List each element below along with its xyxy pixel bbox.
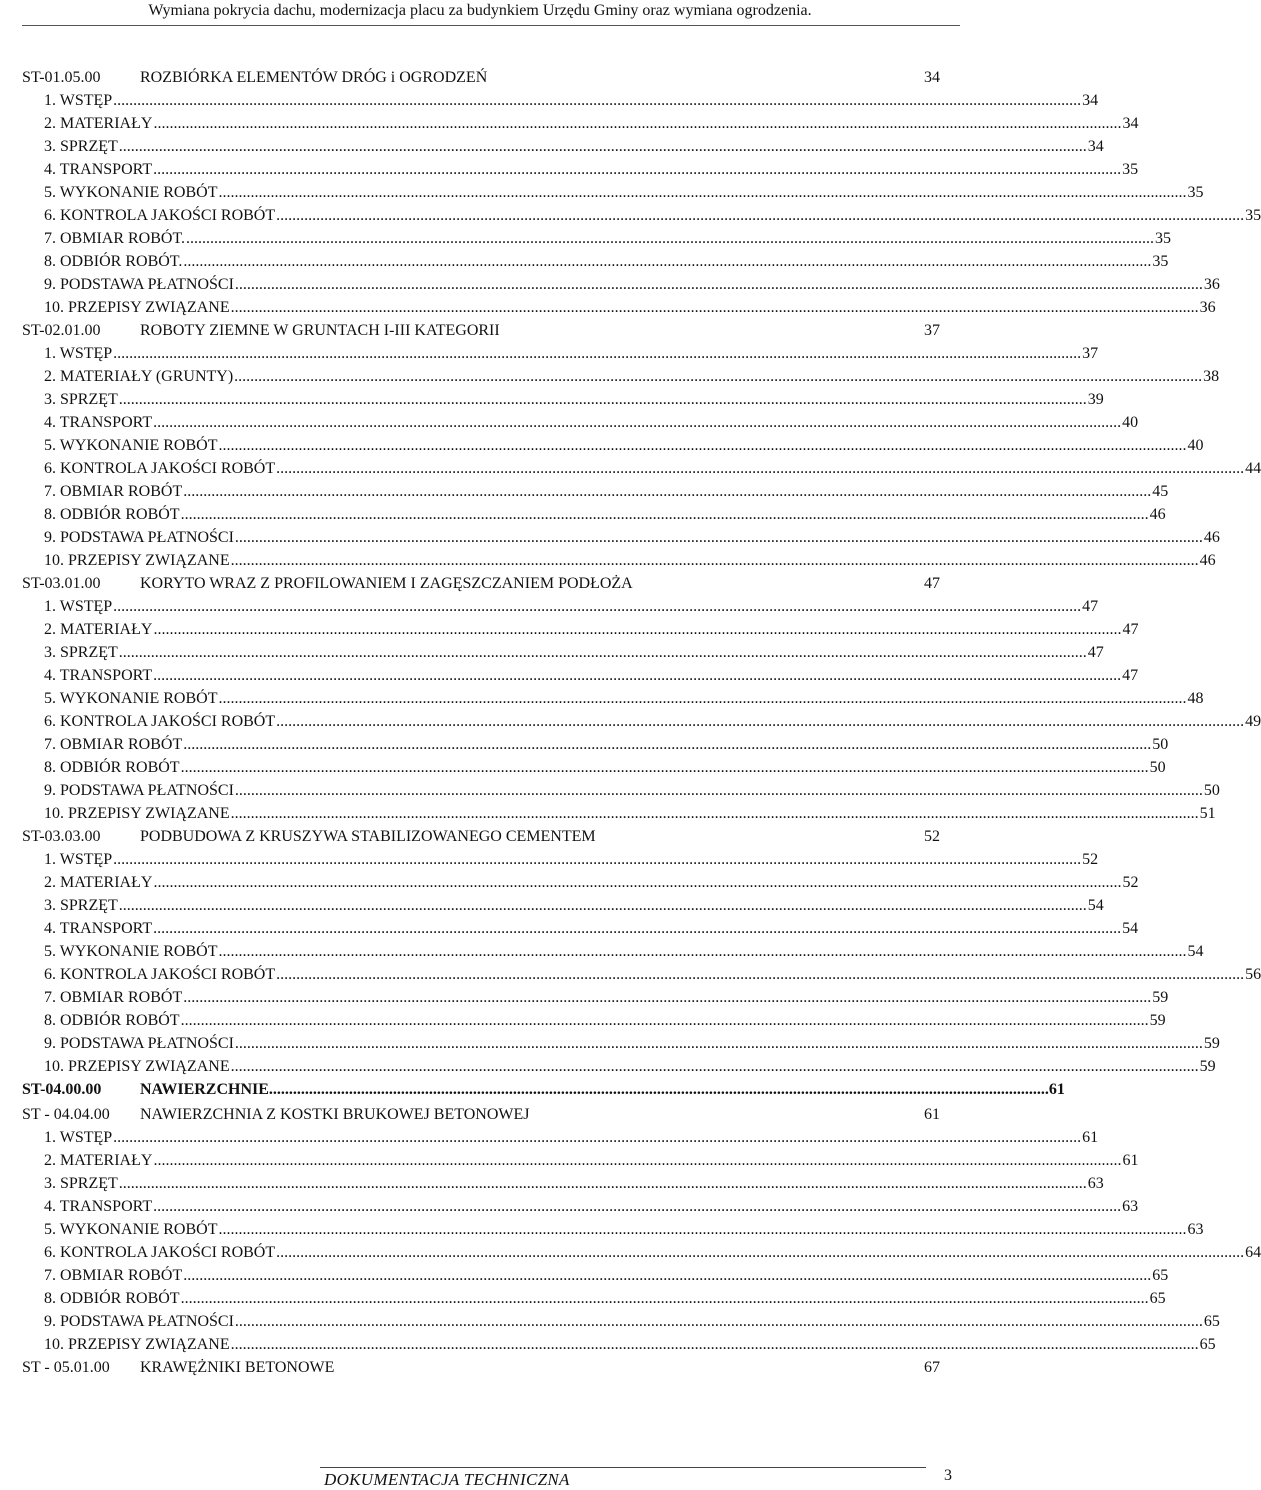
dot-leader bbox=[218, 434, 1186, 457]
toc-item-page-number: 63 bbox=[1187, 1221, 1204, 1238]
dot-leader bbox=[113, 848, 1081, 871]
document-title: Wymiana pokrycia dachu, modernizacja placu za budynkiem Urzędu Gminy oraz wymiana ogrodzenia. bbox=[148, 2, 812, 19]
dot-leader bbox=[113, 342, 1081, 365]
toc-item-label: 6. KONTROLA JAKOŚCI ROBÓT bbox=[44, 1244, 276, 1261]
section-page-number: 37 bbox=[924, 322, 940, 339]
toc-item-label: 7. OBMIAR ROBÓT. bbox=[44, 230, 186, 247]
toc-item bbox=[22, 181, 1204, 204]
toc-item-label: 3. SPRZĘT bbox=[44, 391, 118, 408]
toc-item-label: 7. OBMIAR ROBÓT bbox=[44, 989, 183, 1006]
toc-item bbox=[22, 963, 1261, 986]
section-title: NAWIERZCHNIA Z KOSTKI BRUKOWEJ BETONOWEJ bbox=[140, 1106, 530, 1123]
toc-item-page-number: 45 bbox=[1152, 483, 1169, 500]
section-title: PODBUDOWA Z KRUSZYWA STABILIZOWANEGO CEMENTEM bbox=[140, 828, 596, 845]
toc-item-label: 9. PODSTAWA PŁATNOŚCI bbox=[44, 529, 234, 546]
dot-leader bbox=[276, 710, 1244, 733]
toc-item-label: 2. MATERIAŁY (GRUNTY) bbox=[44, 368, 234, 385]
toc-item-page-number: 47 bbox=[1082, 598, 1099, 615]
dot-leader bbox=[235, 526, 1203, 549]
toc-item-label: 4. TRANSPORT bbox=[44, 1198, 153, 1215]
toc-item-page-number: 65 bbox=[1152, 1267, 1169, 1284]
toc-item bbox=[22, 480, 1169, 503]
toc-item bbox=[22, 1241, 1261, 1264]
toc-item-page-number: 35 bbox=[1152, 253, 1169, 270]
toc-item-page-number: 46 bbox=[1149, 506, 1166, 523]
dot-leader bbox=[183, 733, 1151, 756]
table-of-contents bbox=[22, 66, 1261, 1379]
toc-section-heading bbox=[22, 1103, 956, 1126]
dot-leader bbox=[181, 756, 1149, 779]
toc-item-label: 8. ODBIÓR ROBÓT bbox=[44, 1012, 180, 1029]
toc-item-label: 2. MATERIAŁY bbox=[44, 621, 153, 638]
toc-item bbox=[22, 802, 1216, 825]
page-header bbox=[0, 0, 960, 24]
dot-leader bbox=[119, 135, 1087, 158]
toc-item bbox=[22, 1126, 1099, 1149]
toc-item-label: 4. TRANSPORT bbox=[44, 667, 153, 684]
toc-item-page-number: 59 bbox=[1199, 1058, 1216, 1075]
toc-item bbox=[22, 641, 1104, 664]
dot-leader bbox=[153, 871, 1121, 894]
toc-item bbox=[22, 1009, 1166, 1032]
toc-item-page-number: 54 bbox=[1187, 943, 1204, 960]
dot-leader bbox=[231, 802, 1199, 825]
toc-item-label: 3. SPRZĘT bbox=[44, 1175, 118, 1192]
dot-leader bbox=[153, 158, 1121, 181]
toc-item-label: 6. KONTROLA JAKOŚCI ROBÓT bbox=[44, 966, 276, 983]
dot-leader bbox=[119, 894, 1087, 917]
toc-item bbox=[22, 618, 1139, 641]
dot-leader bbox=[235, 779, 1203, 802]
toc-item-label: 9. PODSTAWA PŁATNOŚCI bbox=[44, 782, 234, 799]
footer-label: DOKUMENTACJA TECHNICZNA bbox=[324, 1470, 570, 1489]
toc-item-page-number: 63 bbox=[1087, 1175, 1104, 1192]
section-code: ST - 05.01.00 bbox=[22, 1359, 110, 1376]
toc-item bbox=[22, 687, 1204, 710]
dot-leader bbox=[218, 1218, 1186, 1241]
toc-item bbox=[22, 526, 1220, 549]
toc-item-page-number: 35 bbox=[1155, 230, 1172, 247]
dot-leader bbox=[276, 457, 1244, 480]
toc-item-page-number: 35 bbox=[1245, 207, 1261, 224]
toc-item-page-number: 50 bbox=[1152, 736, 1169, 753]
dot-leader: ................................................................................................................................................................................................... bbox=[268, 1081, 1049, 1098]
toc-section-heading bbox=[22, 1356, 956, 1379]
toc-item bbox=[22, 733, 1169, 756]
dot-leader bbox=[119, 641, 1087, 664]
toc-item bbox=[22, 595, 1099, 618]
toc-item-page-number: 35 bbox=[1122, 161, 1139, 178]
dot-leader bbox=[218, 181, 1186, 204]
toc-item bbox=[22, 549, 1216, 572]
toc-item-page-number: 47 bbox=[1122, 621, 1139, 638]
dot-leader bbox=[153, 1149, 1121, 1172]
section-code: ST-03.03.00 bbox=[22, 828, 101, 845]
toc-item bbox=[22, 917, 1139, 940]
dot-leader bbox=[231, 1333, 1199, 1356]
toc-item-page-number: 46 bbox=[1199, 552, 1216, 569]
toc-item bbox=[22, 940, 1204, 963]
toc-item-page-number: 34 bbox=[1087, 138, 1104, 155]
dot-leader bbox=[183, 480, 1151, 503]
toc-item bbox=[22, 1264, 1169, 1287]
toc-group-heading bbox=[22, 1078, 1065, 1101]
toc-item-label: 9. PODSTAWA PŁATNOŚCI bbox=[44, 1313, 234, 1330]
toc-item-label: 1. WSTĘP bbox=[44, 598, 113, 615]
toc-item-label: 5. WYKONANIE ROBÓT bbox=[44, 184, 218, 201]
toc-item-label: 6. KONTROLA JAKOŚCI ROBÓT bbox=[44, 460, 276, 477]
toc-item-page-number: 50 bbox=[1203, 782, 1220, 799]
toc-item-label: 4. TRANSPORT bbox=[44, 920, 153, 937]
toc-item-label: 7. OBMIAR ROBÓT bbox=[44, 1267, 183, 1284]
toc-item-label: 2. MATERIAŁY bbox=[44, 1152, 153, 1169]
section-page-number: 67 bbox=[924, 1359, 940, 1376]
toc-section-heading bbox=[22, 66, 956, 89]
section-code: ST-01.05.00 bbox=[22, 69, 101, 86]
toc-item-page-number: 59 bbox=[1149, 1012, 1166, 1029]
dot-leader bbox=[218, 687, 1186, 710]
toc-item bbox=[22, 342, 1099, 365]
dot-leader bbox=[235, 273, 1203, 296]
toc-item-label: 1. WSTĘP bbox=[44, 345, 113, 362]
toc-item-page-number: 35 bbox=[1187, 184, 1204, 201]
toc-item-label: 10. PRZEPISY ZWIĄZANE bbox=[44, 805, 230, 822]
toc-item-label: 5. WYKONANIE ROBÓT bbox=[44, 1221, 218, 1238]
dot-leader bbox=[234, 365, 1202, 388]
toc-item-page-number: 40 bbox=[1187, 437, 1204, 454]
dot-leader bbox=[113, 595, 1081, 618]
section-page-number: 61 bbox=[1048, 1081, 1065, 1098]
toc-item-page-number: 52 bbox=[1122, 874, 1139, 891]
toc-item bbox=[22, 411, 1139, 434]
toc-item-label: 5. WYKONANIE ROBÓT bbox=[44, 690, 218, 707]
toc-item-label: 10. PRZEPISY ZWIĄZANE bbox=[44, 299, 230, 316]
toc-item-page-number: 47 bbox=[1122, 667, 1139, 684]
header-divider bbox=[22, 25, 960, 26]
toc-item-label: 8. ODBIÓR ROBÓT bbox=[44, 1290, 180, 1307]
toc-item bbox=[22, 986, 1169, 1009]
toc-item bbox=[22, 1333, 1216, 1356]
toc-item-label: 4. TRANSPORT bbox=[44, 161, 153, 178]
dot-leader bbox=[276, 963, 1244, 986]
dot-leader bbox=[183, 1264, 1151, 1287]
toc-item bbox=[22, 779, 1220, 802]
toc-item-label: 10. PRZEPISY ZWIĄZANE bbox=[44, 1336, 230, 1353]
section-title: NAWIERZCHNIE bbox=[140, 1081, 269, 1098]
toc-item-page-number: 48 bbox=[1187, 690, 1204, 707]
toc-item-label: 7. OBMIAR ROBÓT bbox=[44, 736, 183, 753]
dot-leader bbox=[235, 1032, 1203, 1055]
toc-item bbox=[22, 1032, 1220, 1055]
dot-leader bbox=[119, 1172, 1087, 1195]
toc-section-heading bbox=[22, 572, 956, 595]
dot-leader bbox=[181, 1287, 1149, 1310]
toc-item-label: 10. PRZEPISY ZWIĄZANE bbox=[44, 552, 230, 569]
toc-item-label: 2. MATERIAŁY bbox=[44, 874, 153, 891]
toc-item bbox=[22, 1218, 1204, 1241]
toc-item-page-number: 40 bbox=[1122, 414, 1139, 431]
toc-section-heading bbox=[22, 319, 956, 342]
toc-item-label: 7. OBMIAR ROBÓT bbox=[44, 483, 183, 500]
toc-item bbox=[22, 871, 1139, 894]
toc-item-page-number: 44 bbox=[1245, 460, 1261, 477]
dot-leader bbox=[231, 296, 1199, 319]
dot-leader bbox=[276, 1241, 1244, 1264]
toc-item bbox=[22, 365, 1220, 388]
toc-item bbox=[22, 894, 1104, 917]
toc-item bbox=[22, 250, 1169, 273]
toc-item-page-number: 54 bbox=[1122, 920, 1139, 937]
toc-item bbox=[22, 710, 1261, 733]
dot-leader bbox=[181, 1009, 1149, 1032]
dot-leader bbox=[186, 227, 1154, 250]
dot-leader bbox=[153, 411, 1121, 434]
toc-item-page-number: 38 bbox=[1203, 368, 1220, 385]
toc-item bbox=[22, 158, 1139, 181]
toc-section-heading bbox=[22, 825, 956, 848]
toc-item-page-number: 59 bbox=[1203, 1035, 1220, 1052]
section-page-number: 61 bbox=[924, 1106, 940, 1123]
toc-item bbox=[22, 204, 1261, 227]
dot-leader bbox=[183, 250, 1151, 273]
toc-item-page-number: 65 bbox=[1199, 1336, 1216, 1353]
toc-item bbox=[22, 112, 1139, 135]
toc-item-label: 6. KONTROLA JAKOŚCI ROBÓT bbox=[44, 207, 276, 224]
toc-item-page-number: 34 bbox=[1082, 92, 1099, 109]
toc-item bbox=[22, 1287, 1166, 1310]
toc-item bbox=[22, 756, 1166, 779]
toc-item-label: 8. ODBIÓR ROBÓT. bbox=[44, 253, 183, 270]
toc-item-label: 8. ODBIÓR ROBÓT bbox=[44, 506, 180, 523]
dot-leader bbox=[181, 503, 1149, 526]
section-title: ROZBIÓRKA ELEMENTÓW DRÓG i OGRODZEŃ bbox=[140, 69, 488, 86]
section-code: ST - 04.04.00 bbox=[22, 1106, 110, 1123]
toc-item bbox=[22, 503, 1166, 526]
section-page-number: 52 bbox=[924, 828, 940, 845]
toc-item-label: 1. WSTĘP bbox=[44, 851, 113, 868]
dot-leader bbox=[153, 112, 1121, 135]
dot-leader bbox=[153, 1195, 1121, 1218]
toc-item-page-number: 65 bbox=[1203, 1313, 1220, 1330]
toc-item-label: 3. SPRZĘT bbox=[44, 138, 118, 155]
toc-item bbox=[22, 1195, 1139, 1218]
footer-divider bbox=[320, 1467, 926, 1468]
toc-item-label: 5. WYKONANIE ROBÓT bbox=[44, 943, 218, 960]
toc-item-page-number: 49 bbox=[1245, 713, 1261, 730]
toc-item-page-number: 61 bbox=[1122, 1152, 1139, 1169]
toc-item-page-number: 47 bbox=[1087, 644, 1104, 661]
toc-item bbox=[22, 135, 1104, 158]
toc-item bbox=[22, 227, 1172, 250]
toc-item-page-number: 36 bbox=[1203, 276, 1220, 293]
toc-item-label: 8. ODBIÓR ROBÓT bbox=[44, 759, 180, 776]
dot-leader bbox=[153, 664, 1121, 687]
section-page-number: 34 bbox=[924, 69, 940, 86]
toc-item-page-number: 50 bbox=[1149, 759, 1166, 776]
section-code: ST-03.01.00 bbox=[22, 575, 101, 592]
toc-item bbox=[22, 1172, 1104, 1195]
toc-item bbox=[22, 457, 1261, 480]
section-title: KORYTO WRAZ Z PROFILOWANIEM I ZAGĘSZCZANIEM PODŁOŻA bbox=[140, 575, 633, 592]
toc-item bbox=[22, 273, 1220, 296]
toc-item-page-number: 63 bbox=[1122, 1198, 1139, 1215]
toc-item bbox=[22, 388, 1104, 411]
toc-item bbox=[22, 434, 1204, 457]
toc-item-page-number: 59 bbox=[1152, 989, 1169, 1006]
dot-leader bbox=[235, 1310, 1203, 1333]
toc-item-page-number: 64 bbox=[1245, 1244, 1261, 1261]
toc-item-page-number: 61 bbox=[1082, 1129, 1099, 1146]
toc-item-label: 4. TRANSPORT bbox=[44, 414, 153, 431]
dot-leader bbox=[231, 1055, 1199, 1078]
section-code: ST-02.01.00 bbox=[22, 322, 101, 339]
toc-item-label: 2. MATERIAŁY bbox=[44, 115, 153, 132]
toc-item bbox=[22, 1149, 1139, 1172]
toc-item bbox=[22, 1055, 1216, 1078]
toc-item bbox=[22, 848, 1099, 871]
toc-item-label: 6. KONTROLA JAKOŚCI ROBÓT bbox=[44, 713, 276, 730]
toc-item-page-number: 51 bbox=[1199, 805, 1216, 822]
toc-item-page-number: 39 bbox=[1087, 391, 1104, 408]
section-page-number: 47 bbox=[924, 575, 940, 592]
toc-item bbox=[22, 664, 1139, 687]
page-number: 3 bbox=[944, 1467, 952, 1484]
toc-item bbox=[22, 89, 1099, 112]
dot-leader bbox=[153, 917, 1121, 940]
toc-item-label: 9. PODSTAWA PŁATNOŚCI bbox=[44, 1035, 234, 1052]
toc-item-label: 10. PRZEPISY ZWIĄZANE bbox=[44, 1058, 230, 1075]
toc-item-label: 5. WYKONANIE ROBÓT bbox=[44, 437, 218, 454]
dot-leader bbox=[231, 549, 1199, 572]
dot-leader bbox=[276, 204, 1244, 227]
toc-item-page-number: 65 bbox=[1149, 1290, 1166, 1307]
toc-item-page-number: 37 bbox=[1082, 345, 1099, 362]
toc-item bbox=[22, 1310, 1220, 1333]
toc-item-page-number: 36 bbox=[1199, 299, 1216, 316]
toc-item-page-number: 56 bbox=[1245, 966, 1261, 983]
toc-item-page-number: 34 bbox=[1122, 115, 1139, 132]
dot-leader bbox=[218, 940, 1186, 963]
toc-item-page-number: 46 bbox=[1203, 529, 1220, 546]
toc-item-page-number: 52 bbox=[1082, 851, 1099, 868]
dot-leader bbox=[153, 618, 1121, 641]
dot-leader bbox=[183, 986, 1151, 1009]
dot-leader bbox=[113, 89, 1081, 112]
dot-leader bbox=[119, 388, 1087, 411]
section-title: KRAWĘŻNIKI BETONOWE bbox=[140, 1359, 335, 1376]
dot-leader bbox=[113, 1126, 1081, 1149]
toc-item bbox=[22, 296, 1216, 319]
toc-item-page-number: 54 bbox=[1087, 897, 1104, 914]
toc-item-label: 1. WSTĘP bbox=[44, 1129, 113, 1146]
section-code: ST-04.00.00 bbox=[22, 1081, 102, 1098]
toc-item-label: 1. WSTĘP bbox=[44, 92, 113, 109]
toc-item-label: 3. SPRZĘT bbox=[44, 644, 118, 661]
toc-item-label: 3. SPRZĘT bbox=[44, 897, 118, 914]
toc-item-label: 9. PODSTAWA PŁATNOŚCI bbox=[44, 276, 234, 293]
section-title: ROBOTY ZIEMNE W GRUNTACH I-III KATEGORII bbox=[140, 322, 500, 339]
